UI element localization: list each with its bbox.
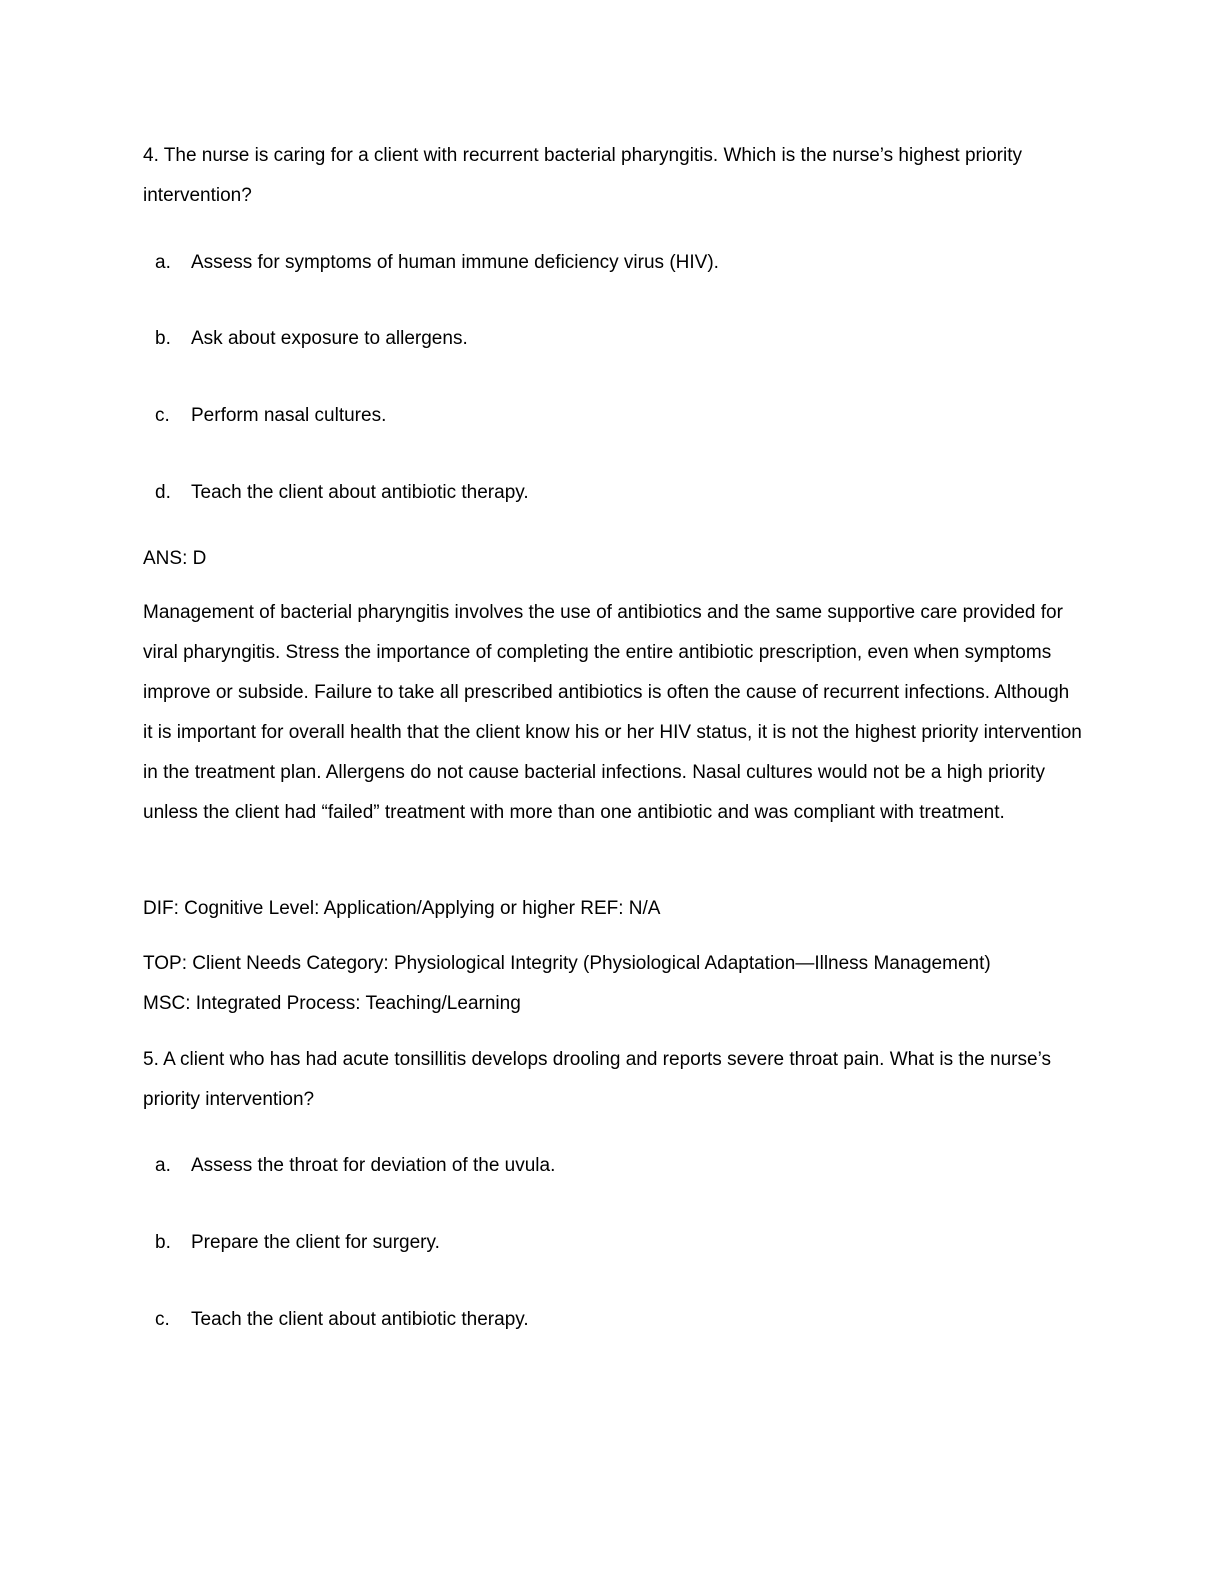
option-text: Assess the throat for deviation of the uvula. <box>191 1155 556 1176</box>
question-4-option-a <box>0 249 1224 277</box>
option-letter: a. <box>155 1155 171 1176</box>
question-5-option-a <box>0 1152 1224 1180</box>
option-letter: b. <box>155 328 171 349</box>
question-4-msc: MSC: Integrated Process: Teaching/Learning <box>143 993 521 1014</box>
question-4-difficulty: DIF: Cognitive Level: Application/Applying or higher REF: N/A <box>143 898 661 919</box>
question-4-option-c <box>0 402 1224 430</box>
option-text: Prepare the client for surgery. <box>191 1232 440 1253</box>
question-5-option-b <box>0 1229 1224 1257</box>
option-text: Teach the client about antibiotic therapy. <box>191 1309 529 1330</box>
option-letter: c. <box>155 405 170 426</box>
question-4-stem: 4. The nurse is caring for a client with recurrent bacterial pharyngitis. Which is the nurse’s highest priority intervention? <box>143 145 1022 206</box>
option-text: Assess for symptoms of human immune deficiency virus (HIV). <box>191 252 719 273</box>
question-4-rationale: Management of bacterial pharyngitis involves the use of antibiotics and the same supportive care provided for viral pharyngitis. Stress the importance of completing the entire antibiotic prescription, even when symptoms improve or subside. Failure to take all prescribed antibiotics is often the cause of recurrent infections. Although it is important for overall health that the client know his or her HIV status, it is not the highest priority intervention in the treatment plan. Allergens do not cause bacterial infections. Nasal cultures would not be a high priority unless the client had “failed” treatment with more than one antibiotic and was compliant with treatment. <box>143 602 1082 823</box>
option-text: Teach the client about antibiotic therapy. <box>191 482 529 503</box>
option-letter: b. <box>155 1232 171 1253</box>
option-letter: c. <box>155 1309 170 1330</box>
question-4-topic: TOP: Client Needs Category: Physiological Integrity (Physiological Adaptation—Illness Management) <box>143 953 991 974</box>
option-letter: d. <box>155 482 171 503</box>
question-5-option-c <box>0 1306 1224 1334</box>
option-text: Ask about exposure to allergens. <box>191 328 468 349</box>
question-5-stem: 5. A client who has had acute tonsillitis develops drooling and reports severe throat pain. What is the nurse’s priority intervention? <box>143 1049 1051 1110</box>
question-4-answer: ANS: D <box>143 548 207 569</box>
question-4-option-b <box>0 325 1224 353</box>
option-letter: a. <box>155 252 171 273</box>
option-text: Perform nasal cultures. <box>191 405 387 426</box>
question-4-option-d <box>0 479 1224 507</box>
